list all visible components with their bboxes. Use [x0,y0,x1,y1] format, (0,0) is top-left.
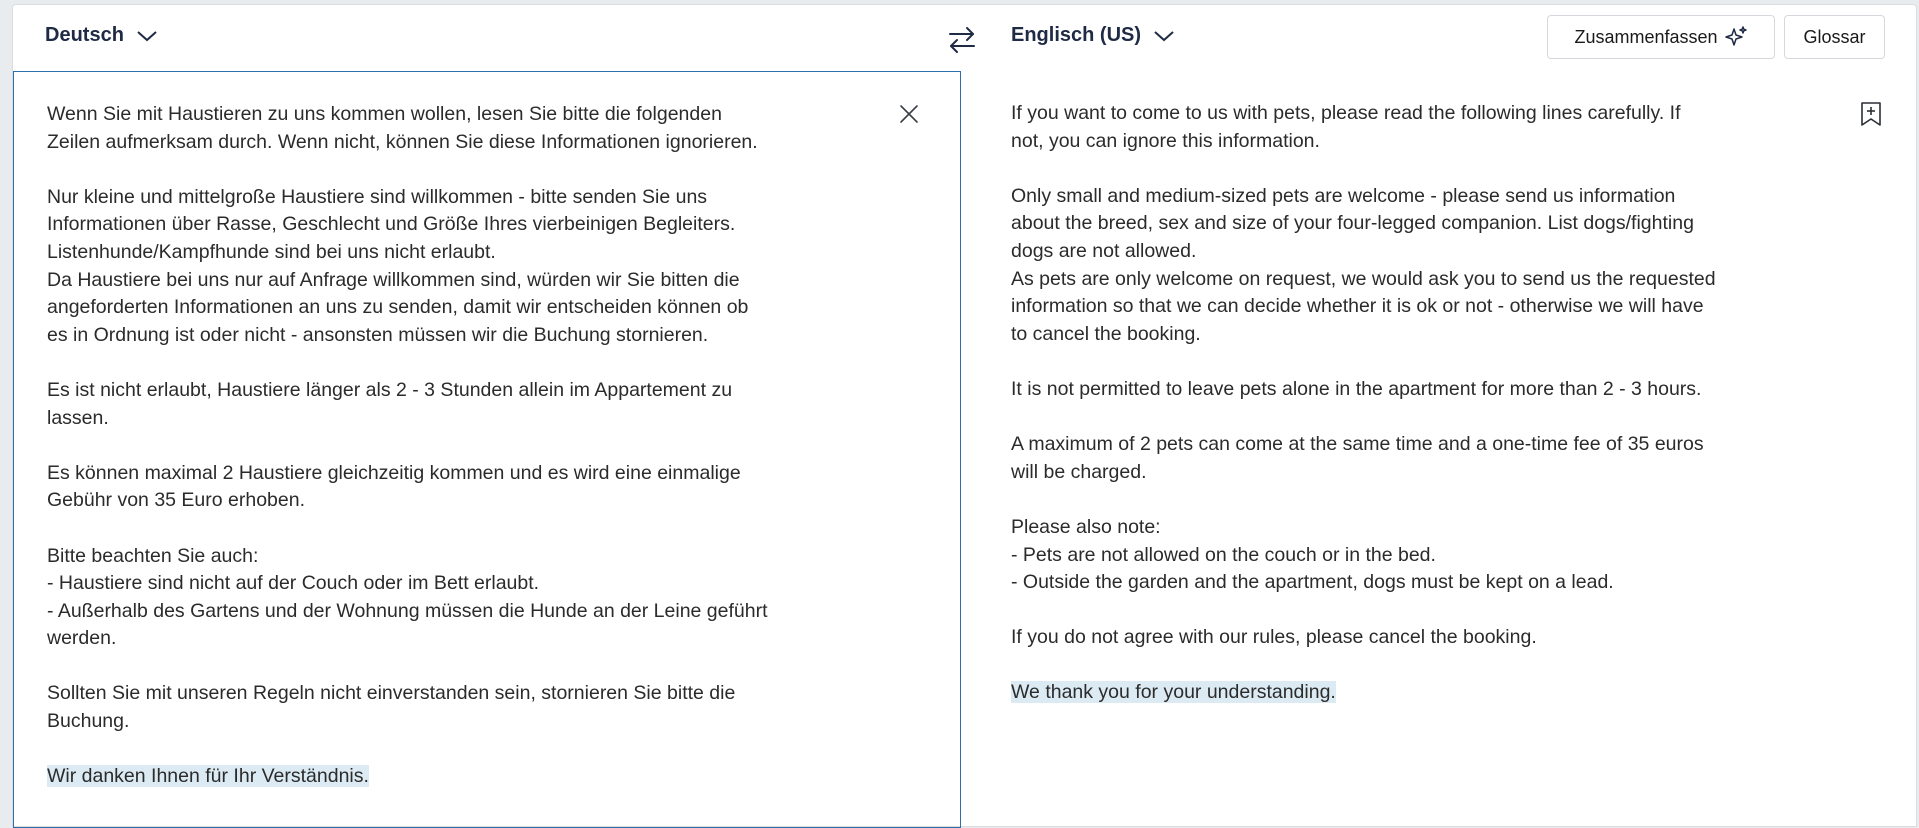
summarize-button[interactable] [1547,15,1775,59]
swap-languages-button[interactable] [947,25,977,55]
source-paragraph: Es ist nicht erlaubt, Haustiere länger als 2 - 3 Stunden allein im Appartement zu lassen. [47,378,733,429]
source-text[interactable] [47,101,897,791]
target-language-selector[interactable] [1011,24,1175,47]
chevron-down-icon [1153,29,1175,43]
translation-paragraph: A maximum of 2 pets can come at the same time and a one-time fee of 35 euros will be charged. [1011,433,1704,483]
swap-arrows-icon [947,25,977,55]
translation-paragraph: Please also note: - Pets are not allowed on the couch or in the bed. - Outside the garden and the apartment, dogs must be kept on a lead. [1011,515,1614,594]
chevron-down-icon [136,29,158,43]
source-text-pane[interactable] [13,71,961,828]
source-paragraph: Nur kleine und mittelgroße Haustiere sind willkommen - bitte senden Sie uns Informationen über Rasse, Geschlecht und Größe Ihres vierbeinigen Begleiters. Listenhunde/Kampfhunde sind bei uns nicht erlaubt. Da Haustiere bei uns nur auf Anfrage willkommen sind, würden wir Sie bitten die angeforderten Informationen an uns zu senden, damit wir entscheiden können ob es in Ordnung ist oder nicht - ansonsten müssen wir die Buchung stornieren. [47,185,749,346]
bookmark-add-icon[interactable] [1859,101,1883,127]
sparkle-icon [1724,25,1748,49]
source-paragraph: Wenn Sie mit Haustieren zu uns kommen wollen, lesen Sie bitte die folgenden Zeilen aufmerksam durch. Wenn nicht, können Sie diese Informationen ignorieren. [47,103,758,153]
glossary-button[interactable] [1784,15,1885,59]
glossary-label: Glossar [1803,26,1866,47]
translation-paragraph: It is not permitted to leave pets alone in the apartment for more than 2 - 3 hours. [1011,377,1702,400]
summarize-label: Zusammenfassen [1574,26,1718,47]
translation-pane [961,71,1918,828]
translation-paragraph: If you want to come to us with pets, please read the following lines carefully. If not, you can ignore this information. [1011,102,1681,152]
translation-paragraph: If you do not agree with our rules, please cancel the booking. [1011,626,1537,649]
translator-app [12,4,1917,827]
source-language-label: Deutsch [45,24,124,46]
source-language-selector[interactable] [45,24,158,47]
source-highlighted-sentence: Wir danken Ihnen für Ihr Verständnis. [47,765,369,788]
source-paragraph: Es können maximal 2 Haustiere gleichzeitig kommen und es wird eine einmalige Gebühr von 35 Euro erhoben. [47,461,741,512]
source-paragraph: Sollten Sie mit unseren Regeln nicht einverstanden sein, stornieren Sie bitte die Buchung. [47,682,736,733]
translation-highlighted-sentence: We thank you for your understanding. [1011,681,1336,704]
translation-text [1011,100,1851,707]
translation-paragraph: Only small and medium-sized pets are welcome - please send us information about the breed, sex and size of your four-legged companion. List dogs/fighting dogs are not allowed. As pets are only welcome on request, we would ask you to send us the requested information so that we can decide whether it is ok or not - otherwise we will have to cancel the booking. [1011,184,1716,345]
toolbar [13,5,1916,71]
target-language-label: Englisch (US) [1011,24,1142,46]
source-paragraph: Bitte beachten Sie auch: - Haustiere sind nicht auf der Couch oder im Bett erlaubt. - Außerhalb des Gartens und der Wohnung müssen die Hunde an der Leine geführt werden. [47,544,768,650]
close-icon[interactable] [898,103,920,125]
